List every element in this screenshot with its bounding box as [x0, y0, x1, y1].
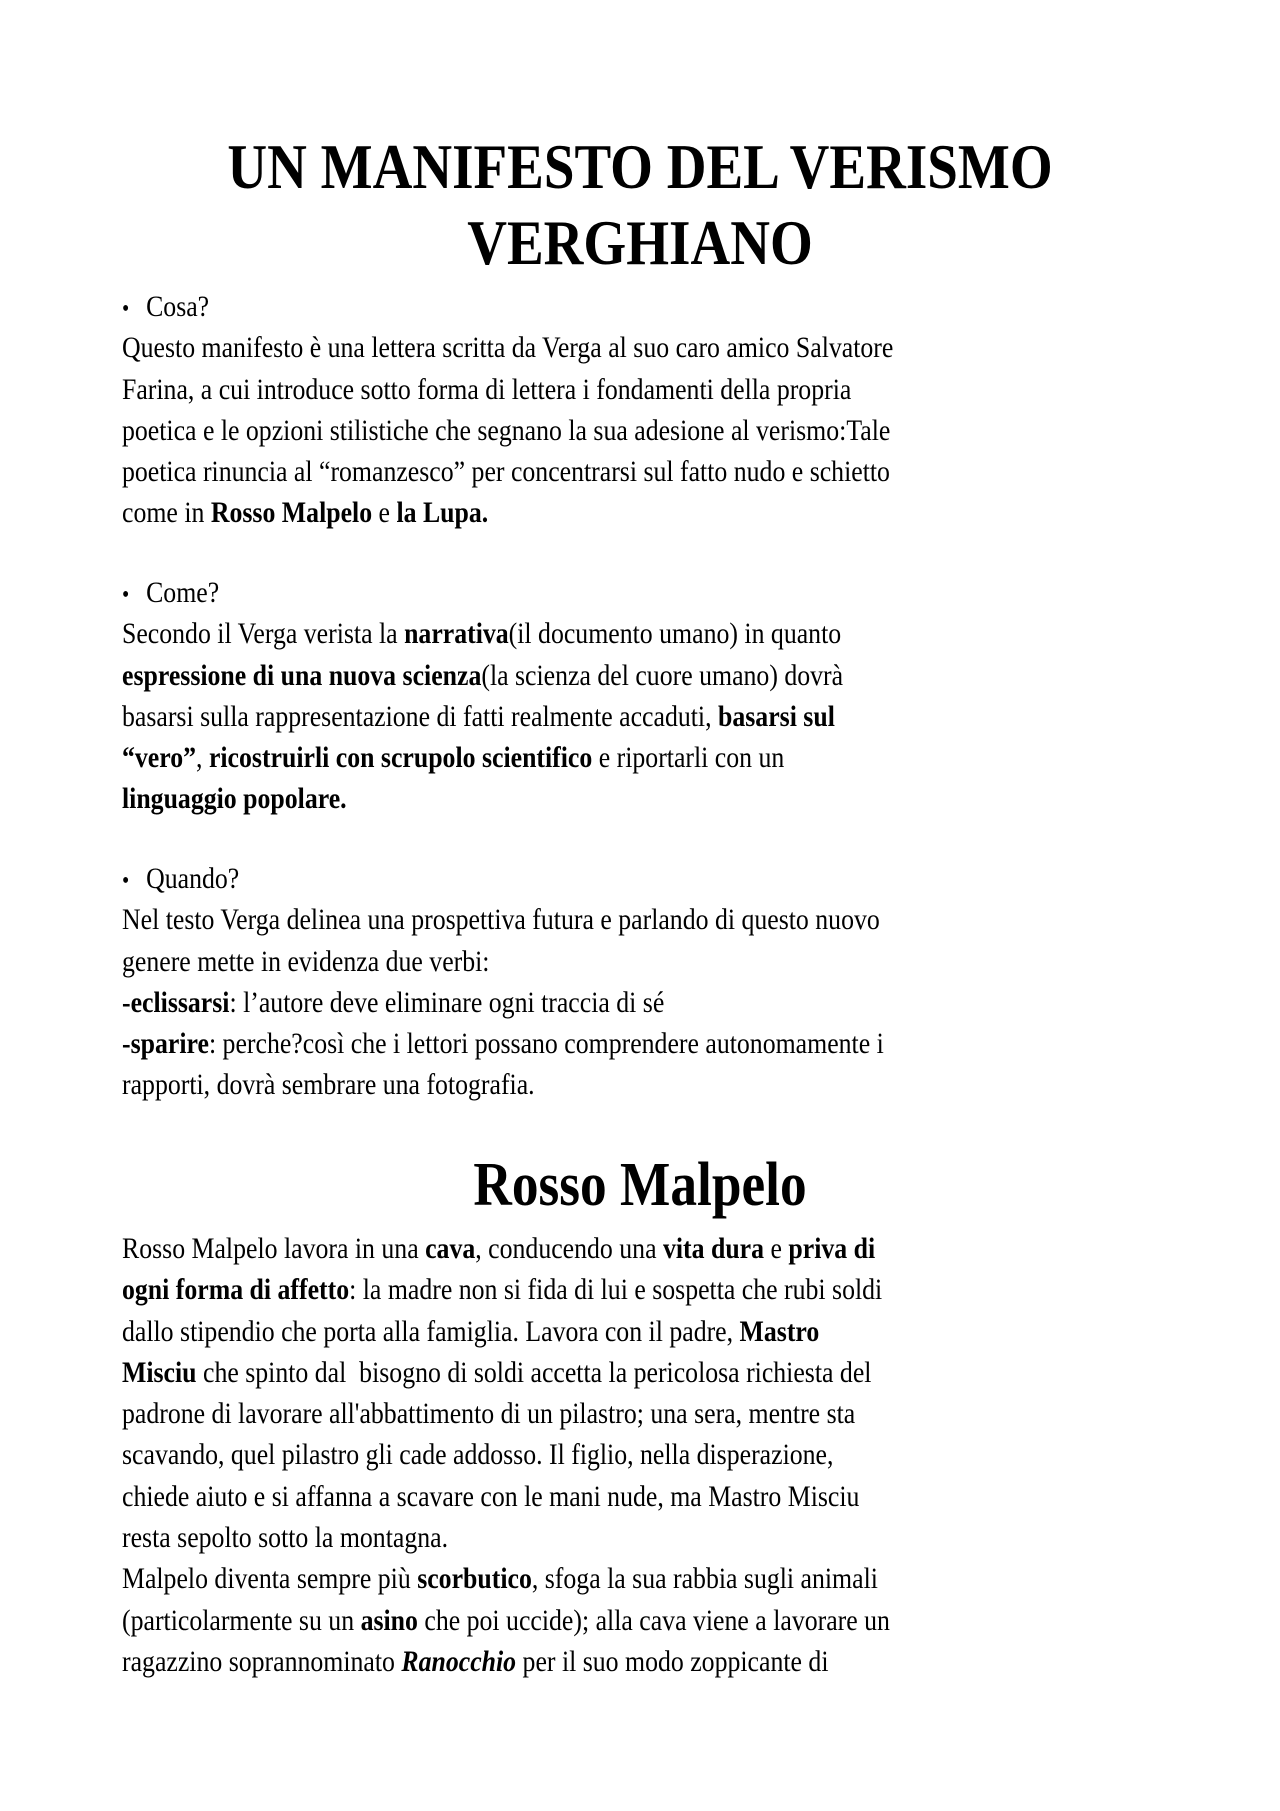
- text-run: poetica rinuncia al “romanzesco” per concentrarsi sul fatto nudo e schietto: [122, 455, 890, 489]
- bold-text: -sparire: [122, 1027, 209, 1061]
- bold-text: linguaggio popolare.: [122, 782, 347, 816]
- text-run: (particolarmente su un: [122, 1603, 361, 1637]
- text-line: [122, 1641, 1111, 1682]
- text-run: e riportarli con un: [592, 741, 785, 775]
- text-line: [122, 1352, 1111, 1393]
- text-line: [122, 451, 1111, 492]
- text-run: : l’autore deve eliminare ogni traccia di sé: [229, 985, 665, 1019]
- text-run: scavando, quel pilastro gli cade addosso. Il figlio, nella disperazione,: [122, 1438, 834, 1472]
- text-run: Farina, a cui introduce sotto forma di lettera i fondamenti della propria: [122, 372, 852, 406]
- bold-text: Misciu: [122, 1355, 197, 1389]
- bold-text: vita dura: [662, 1232, 765, 1265]
- text-run: padrone di lavorare all'abbattimento di un pilastro; una sera, mentre sta: [122, 1397, 856, 1431]
- bold-text: ricostruirli con scrupolo scientifico: [208, 741, 593, 775]
- text-run: basarsi sulla rappresentazione di fatti realmente accaduti,: [122, 699, 719, 733]
- text-line: [122, 1476, 1111, 1517]
- text-run: : la madre non si fida di lui e sospetta che rubi soldi: [349, 1273, 883, 1307]
- text-line: [122, 369, 1111, 410]
- bold-text: scorbutico: [417, 1562, 532, 1596]
- text-run: : perche?così che i lettori possano comprendere autonomamente i: [208, 1027, 884, 1061]
- text-line: [122, 1311, 1111, 1352]
- text-line: [122, 899, 1111, 940]
- text-line: [122, 327, 1111, 368]
- text-run: ,: [196, 741, 209, 775]
- text-run: (il documento umano) in quanto: [508, 617, 842, 651]
- text-line: [122, 941, 1111, 982]
- bullet-label: Cosa?: [146, 290, 210, 323]
- text-line: [122, 778, 1111, 819]
- bold-text: asino: [360, 1603, 418, 1637]
- paragraph: [122, 327, 1111, 533]
- text-line: [122, 1269, 1111, 1310]
- text-line: [122, 1600, 1111, 1641]
- section-come: [122, 572, 1111, 820]
- paragraph: [122, 1228, 1111, 1682]
- bold-text: priva di: [788, 1232, 876, 1265]
- bold-text: -eclissarsi: [122, 985, 230, 1019]
- text-run: che spinto dal bisogno di soldi accetta la pericolosa richiesta del: [196, 1355, 872, 1389]
- section-heading-rosso-malpelo: Rosso Malpelo: [473, 1151, 807, 1219]
- bold-text: Rosso Malpelo: [210, 496, 373, 530]
- text-line: [122, 613, 1111, 654]
- bullet-item-cosa: [122, 286, 1111, 327]
- bullet-item-quando: [122, 858, 1111, 899]
- bullet-item-come: [122, 572, 1111, 613]
- bullet-icon: •: [122, 582, 130, 608]
- text-run: (la scienza del cuore umano) dovrà: [481, 658, 844, 692]
- text-run: Nel testo Verga delinea una prospettiva futura e parlando di questo nuovo: [122, 903, 880, 937]
- text-run: e: [764, 1232, 789, 1265]
- text-line: [122, 1228, 1111, 1269]
- text-run: e: [372, 496, 397, 530]
- bold-text: basarsi sul: [718, 699, 835, 733]
- bold-text: ogni forma di affetto: [122, 1273, 350, 1307]
- text-run: come in: [122, 496, 211, 530]
- text-line: [122, 1434, 1111, 1475]
- text-line: [122, 1558, 1111, 1599]
- text-run: , sfoga la sua rabbia sugli animali: [531, 1562, 878, 1596]
- bullet-label: Quando?: [146, 862, 240, 895]
- bold-text: la Lupa.: [396, 496, 489, 530]
- text-line: [122, 737, 1111, 778]
- text-run: chiede aiuto e si affanna a scavare con le mani nude, ma Mastro Misciu: [122, 1479, 860, 1513]
- paragraph: [122, 613, 1111, 819]
- text-line: [122, 1023, 1111, 1064]
- bold-italic-text: Ranocchio: [401, 1644, 517, 1678]
- text-run: rapporti, dovrà sembrare una fotografia.: [122, 1068, 535, 1102]
- text-line: [122, 492, 1111, 533]
- text-run: dallo stipendio che porta alla famiglia. Lavora con il padre,: [122, 1314, 740, 1348]
- text-line: [122, 1517, 1111, 1558]
- bold-text: espressione di una nuova scienza: [122, 658, 482, 692]
- text-run: resta sepolto sotto la montagna.: [122, 1521, 449, 1555]
- page-title-line-1: UN MANIFESTO DEL VERISMO: [227, 131, 1053, 202]
- bold-text: Mastro: [739, 1314, 820, 1348]
- bullet-icon: •: [122, 296, 130, 322]
- text-run: , conducendo una: [475, 1232, 663, 1265]
- bold-text: cava: [425, 1232, 476, 1265]
- text-run: genere mette in evidenza due verbi:: [122, 944, 490, 978]
- text-line: [122, 982, 1111, 1023]
- paragraph: [122, 899, 1111, 1105]
- section-cosa: [122, 286, 1111, 534]
- text-run: Secondo il Verga verista la: [122, 617, 405, 651]
- text-run: per il suo modo zoppicante di: [516, 1644, 829, 1678]
- bold-text: narrativa: [404, 617, 509, 651]
- text-line: [122, 696, 1111, 737]
- section-quando: [122, 858, 1111, 1106]
- text-run: che poi uccide); alla cava viene a lavorare un: [417, 1603, 890, 1637]
- text-run: Questo manifesto è una lettera scritta da Verga al suo caro amico Salvatore: [122, 331, 894, 365]
- text-line: [122, 410, 1111, 451]
- section-rosso-malpelo-body: [122, 1228, 1111, 1682]
- bold-text: “vero”: [122, 741, 197, 775]
- text-run: ragazzino soprannominato: [122, 1644, 402, 1678]
- bullet-label: Come?: [146, 576, 220, 609]
- bullet-icon: •: [122, 868, 130, 894]
- page-title-line-2: VERGHIANO: [467, 207, 813, 278]
- text-line: [122, 655, 1111, 696]
- text-line: [122, 1064, 1111, 1105]
- text-run: Rosso Malpelo lavora in una: [122, 1232, 426, 1265]
- text-line: [122, 1393, 1111, 1434]
- text-run: Malpelo diventa sempre più: [122, 1562, 418, 1596]
- text-run: poetica e le opzioni stilistiche che segnano la sua adesione al verismo:Tale: [122, 413, 891, 447]
